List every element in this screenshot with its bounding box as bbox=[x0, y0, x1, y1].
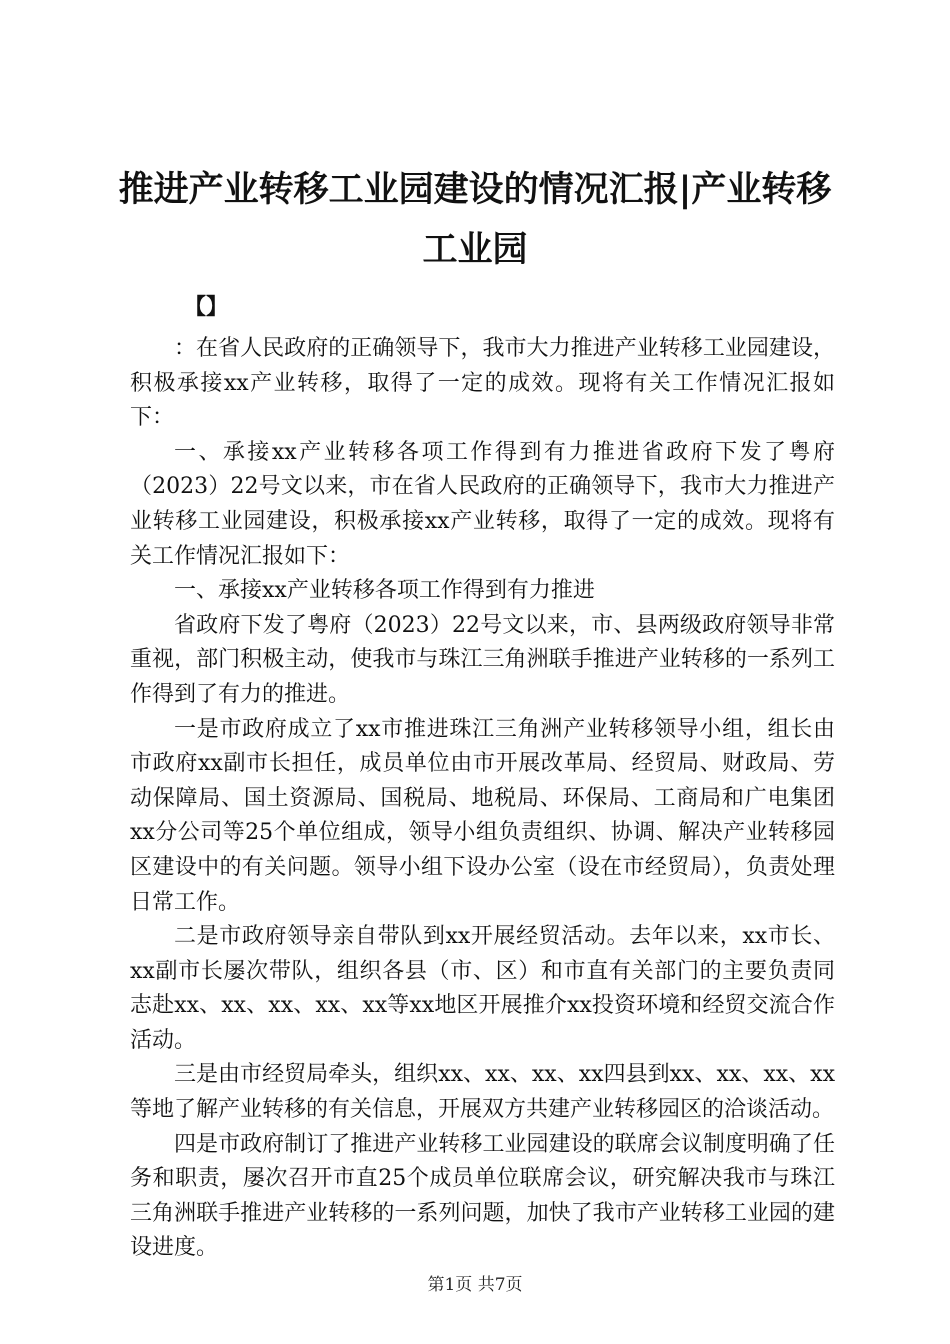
paragraph: 一是市政府成立了xx市推进珠江三角洲产业转移领导小组，组长由市政府xx副市长担任，成员单位由市开展改革局、经贸局、财政局、劳动保障局、国土资源局、国税局、地税局、环保局、工商局和广电集团xx分公司等25个单位组成，领导小组负责组织、协调、解决产业转移园区建设中的有关问题。领导小组下设办公室（设在市经贸局），负责处理日常工作。 bbox=[130, 716, 835, 915]
bracket-marker: 【】 bbox=[184, 295, 229, 320]
paragraph: 三是由市经贸局牵头，组织xx、xx、xx、xx四县到xx、xx、xx、xx等地了解产业转移的有关信息，开展双方共建产业转移园区的洽谈活动。 bbox=[130, 1062, 835, 1123]
document-title: 推进产业转移工业园建设的情况汇报|产业转移工业园 bbox=[118, 170, 832, 270]
paragraph: 二是市政府领导亲自带队到xx开展经贸活动。去年以来，xx市长、xx副市长屡次带队，组织各县（市、区）和市直有关部门的主要负责同志赴xx、xx、xx、xx、xx等xx地区开展推介xx投资环境和经贸交流合作活动。 bbox=[130, 924, 835, 1053]
paragraph: 一、承接xx产业转移各项工作得到有力推进省政府下发了粤府（2023）22号文以来，市在省人民政府的正确领导下，我市大力推进产业转移工业园建设，积极承接xx产业转移，取得了一定的成效。现将有关工作情况汇报如下： bbox=[130, 439, 835, 569]
document-body bbox=[130, 332, 835, 1266]
paragraph: ：在省人民政府的正确领导下，我市大力推进产业转移工业园建设，积极承接xx产业转移，取得了一定的成效。现将有关工作情况汇报如下： bbox=[130, 336, 835, 431]
paragraph: 四是市政府制订了推进产业转移工业园建设的联席会议制度明确了任务和职责，屡次召开市直25个成员单位联席会议，研究解决我市与珠江三角洲联手推进产业转移的一系列问题，加快了我市产业转移工业园的建设进度。 bbox=[130, 1131, 835, 1261]
page-footer: 第1页 共7页 bbox=[427, 1275, 523, 1295]
paragraph: 一、承接xx产业转移各项工作得到有力推进 bbox=[174, 578, 595, 604]
paragraph: 省政府下发了粤府（2023）22号文以来，市、县两级政府领导非常重视，部门积极主动，使我市与珠江三角洲联手推进产业转移的一系列工作得到了有力的推进。 bbox=[130, 612, 835, 707]
